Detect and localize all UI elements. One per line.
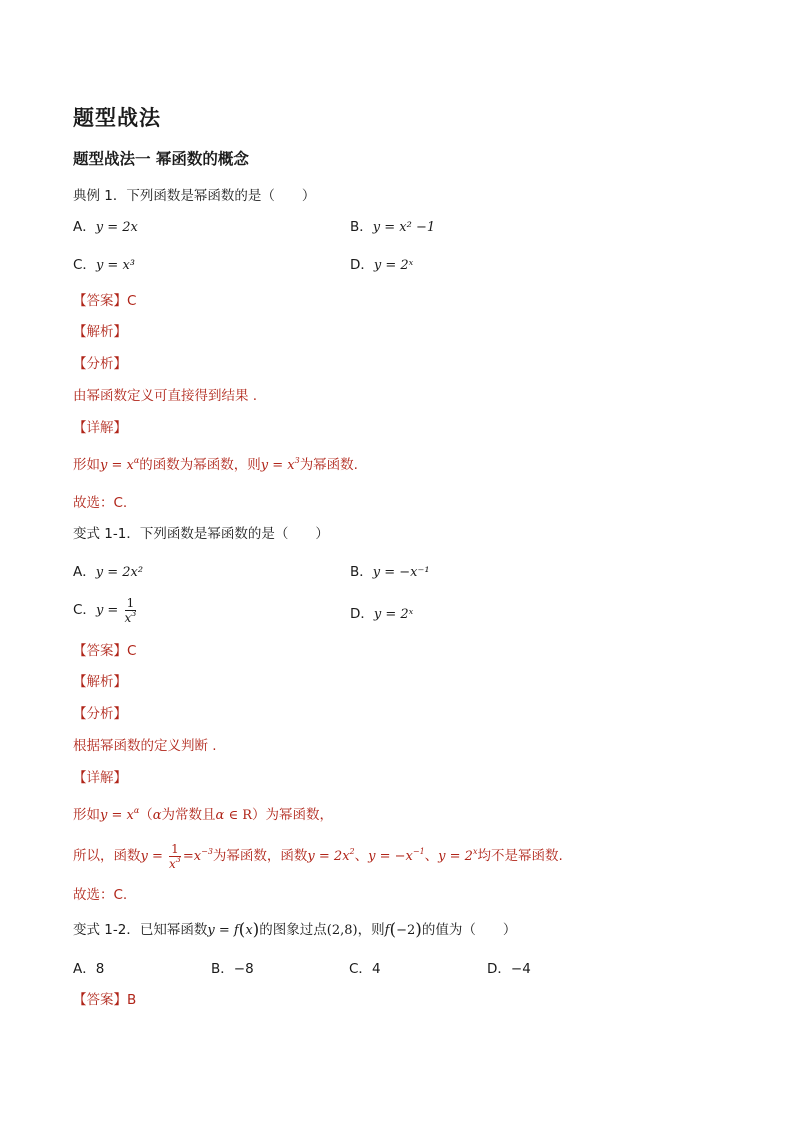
example1-answer	[73, 292, 136, 310]
answer-label: 【答案】	[73, 643, 127, 659]
detail-text: 均不是幂函数.	[477, 848, 563, 864]
option-letter: B．	[211, 961, 234, 977]
option-expr: y = x³	[95, 258, 135, 273]
detail-text: 形如	[73, 807, 100, 823]
option-letter: D．	[350, 606, 374, 622]
variant11-option-a	[73, 563, 143, 582]
option-letter: D．	[350, 257, 374, 273]
example1-fenxi-text: 由幂函数定义可直接得到结果 .	[73, 388, 258, 404]
stem-text: ，则	[357, 922, 385, 938]
detail-text: 形如	[73, 457, 100, 473]
variant12-option-c	[349, 960, 381, 978]
detail-text: 的函数为幂函数，则	[139, 457, 261, 473]
detail-text: 、	[354, 848, 369, 864]
variant12-option-a	[73, 960, 104, 978]
example1-detail-text	[73, 456, 358, 475]
option-value: 4	[371, 961, 381, 977]
answer-label: 【答案】	[73, 992, 127, 1008]
option-letter: A．	[73, 564, 96, 580]
example1-analysis-label: 【解析】	[73, 324, 127, 340]
math-expr: α	[152, 808, 162, 823]
option-value: −4	[510, 961, 531, 977]
page-title: 题型战法	[73, 106, 161, 130]
variant12-option-b	[211, 960, 254, 978]
example1-fenxi-label: 【分析】	[73, 356, 127, 372]
option-expr: y = 2ˣ	[373, 258, 414, 273]
detail-text: ）为幂函数，	[252, 807, 333, 823]
math-expr: $y = -x^{-1}$	[368, 847, 425, 864]
stem-text: 的值为（ ）	[421, 922, 517, 938]
example1-stem: 典例 1．下列函数是幂函数的是（ ）	[73, 188, 316, 204]
variant11-detail-label: 【详解】	[73, 770, 127, 786]
example1-option-b	[350, 218, 435, 237]
option-letter: A．	[73, 961, 96, 977]
variant11-choose: 故选：C.	[73, 887, 128, 903]
math-expr: y = $\frac{1}{x^3}$ $=x^{-3}$	[140, 842, 213, 871]
variant12-answer	[73, 991, 136, 1009]
variant11-detail-line1	[73, 806, 333, 825]
variant11-fenxi-text: 根据幂函数的定义判断 .	[73, 738, 217, 754]
option-letter: C．	[73, 602, 96, 618]
option-expr: y = x² −1	[372, 220, 436, 235]
variant11-analysis-label: 【解析】	[73, 674, 127, 690]
detail-text: 为幂函数，函数	[212, 848, 308, 864]
math-expr: y = f(x)	[207, 920, 260, 940]
variant11-fenxi-label: 【分析】	[73, 706, 127, 722]
variant12-option-d	[487, 960, 531, 978]
example1-option-a	[73, 218, 138, 237]
answer-letter: C	[127, 643, 137, 659]
example1-detail-label: 【详解】	[73, 420, 127, 436]
option-expr: y = $\frac{1}{x^3}$	[95, 596, 137, 625]
stem-text: 的图象过点	[259, 922, 327, 938]
option-value: −8	[233, 961, 254, 977]
math-expr: $y = x^\alpha$	[100, 456, 140, 473]
option-letter: A．	[73, 219, 96, 235]
stem-text: 变式 1-2．已知幂函数	[73, 922, 208, 938]
option-letter: D．	[487, 961, 511, 977]
example1-option-d	[350, 256, 413, 275]
detail-text: 为常数且	[161, 807, 216, 823]
variant11-stem: 变式 1-1．下列函数是幂函数的是（ ）	[73, 526, 329, 542]
variant11-answer	[73, 642, 136, 660]
detail-text: 为幂函数.	[299, 457, 358, 473]
option-letter: C．	[349, 961, 372, 977]
answer-letter: B	[127, 992, 137, 1008]
option-letter: B．	[350, 564, 373, 580]
point-coord: (2,8)	[326, 923, 358, 938]
detail-text: 所以，函数	[73, 848, 141, 864]
example1-option-c	[73, 256, 135, 275]
answer-label: 【答案】	[73, 293, 127, 309]
math-expr: $y = x^3$	[260, 456, 300, 473]
math-expr: α ∈ R	[215, 808, 252, 823]
option-expr: y = −x⁻¹	[372, 565, 430, 580]
variant11-detail-line2	[73, 842, 563, 871]
variant11-option-b	[350, 563, 430, 582]
detail-text: （	[139, 807, 153, 823]
option-expr: y = 2x	[95, 220, 138, 235]
option-expr: y = 2ˣ	[373, 607, 414, 622]
math-expr: $y = 2x^2$	[307, 847, 355, 864]
option-value: 8	[95, 961, 105, 977]
answer-letter: C	[127, 293, 137, 309]
option-letter: B．	[350, 219, 373, 235]
detail-text: 、	[424, 848, 439, 864]
math-expr: f(−2)	[384, 920, 422, 940]
variant11-option-d	[350, 605, 413, 624]
option-letter: C．	[73, 257, 96, 273]
section-title: 题型战法一 幂函数的概念	[73, 150, 249, 168]
variant11-option-c	[73, 596, 138, 625]
math-expr: $y = x^\alpha$	[100, 806, 140, 823]
option-expr: y = 2x²	[95, 565, 144, 580]
math-expr: $y = 2^x$	[438, 847, 478, 864]
variant12-stem	[73, 921, 516, 940]
example1-choose: 故选：C.	[73, 495, 128, 511]
